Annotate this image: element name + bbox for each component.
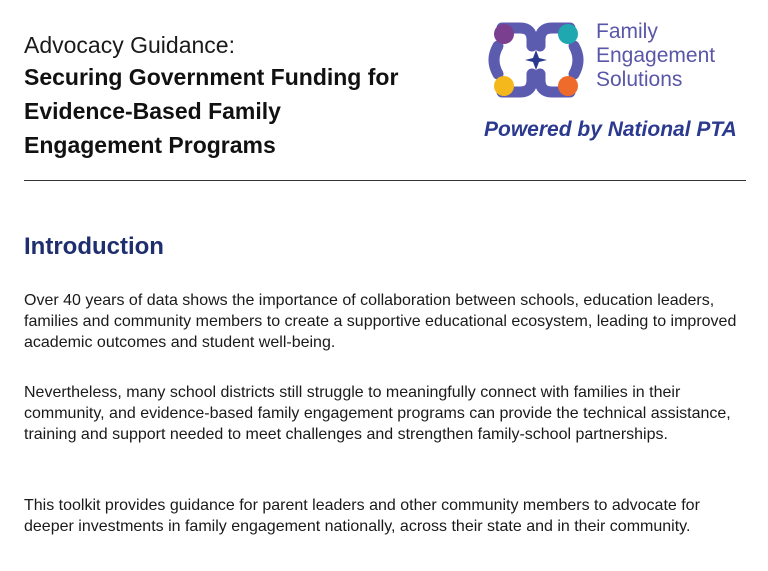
logo-dot-purple — [494, 24, 514, 44]
logo-sparkle — [525, 50, 547, 70]
family-engagement-solutions-logo — [478, 4, 758, 154]
intro-paragraph-3: This toolkit provides guidance for parent leaders and other community members to advocate for deeper investments in family engagement nationally, across their state and in their community. — [24, 497, 700, 535]
logo-word-2: Engagement — [596, 44, 716, 67]
logo-dot-yellow — [494, 76, 514, 96]
logo-word-1: Family — [596, 20, 658, 43]
intro-paragraph-2: Nevertheless, many school districts still struggle to meaningfully connect with families in their community, and evidence-based family engagement programs can provide the technical assistance, training and support needed to meet challenges and strengthen family-school partnerships. — [24, 384, 731, 443]
title-main-line-3: Engagement Programs — [24, 132, 276, 158]
intro-paragraph-1: Over 40 years of data shows the importance of collaboration between schools, education leaders, families and community members to create a supportive educational ecosystem, leading to improved academic outcomes and student well-being. — [24, 292, 737, 351]
logo-mark-icon — [480, 10, 592, 110]
logo-tagline: Powered by National PTA — [484, 118, 737, 141]
title-prefix: Advocacy Guidance: — [24, 32, 235, 58]
section-heading-introduction: Introduction — [24, 233, 164, 260]
title-main-line-1: Securing Government Funding for — [24, 64, 399, 90]
logo-dot-orange — [558, 76, 578, 96]
document-title — [24, 30, 474, 162]
logo-wordmark — [596, 20, 715, 92]
title-main-line-2: Evidence-Based Family — [24, 98, 281, 124]
header-divider — [24, 180, 746, 181]
logo-dot-teal — [558, 24, 578, 44]
logo-word-3: Solutions — [596, 68, 683, 91]
